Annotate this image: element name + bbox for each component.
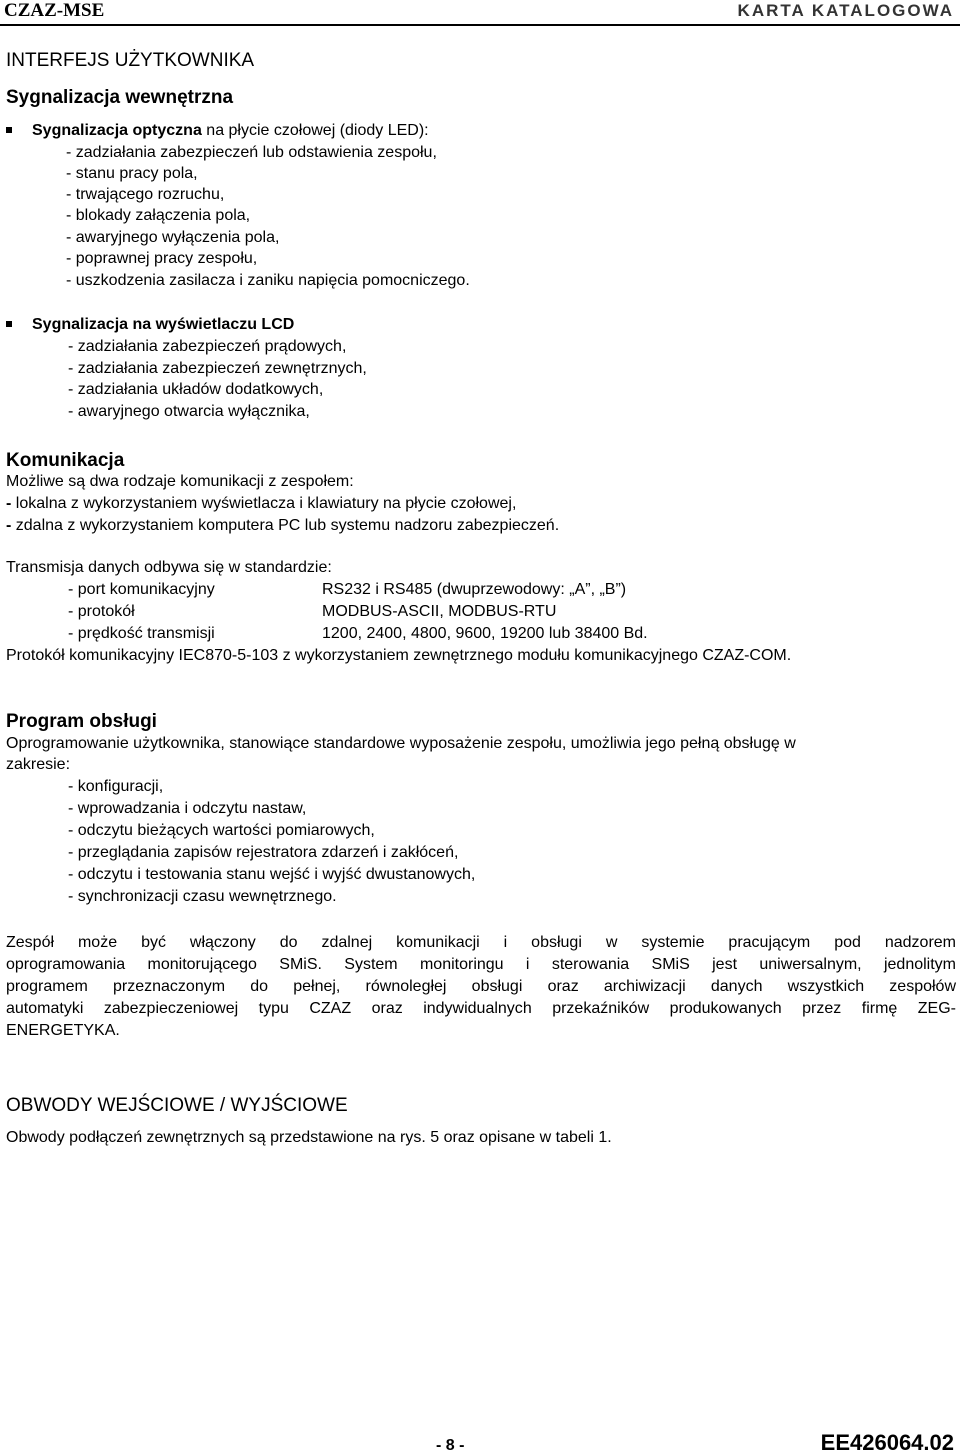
square-bullet-icon — [6, 127, 12, 133]
lcd-signaling-title: Sygnalizacja na wyświetlaczu LCD — [32, 316, 295, 333]
section-title-program: Program obsługi — [6, 711, 157, 732]
section-title-interface: INTERFEJS UŻYTKOWNIKA — [6, 50, 255, 71]
paragraph-line: programem przeznaczonym do pełnej, równoległej obsługi oraz archiwizacji danych wszystkich zespołów — [6, 978, 956, 995]
header-divider — [0, 24, 960, 26]
list-item: - awaryjnego wyłączenia pola, — [66, 229, 280, 246]
spec-value: MODBUS-ASCII, MODBUS-RTU — [322, 603, 557, 620]
program-intro-line: Oprogramowanie użytkownika, stanowiące standardowe wyposażenie zespołu, umożliwia jego pełną obsługę w — [6, 735, 796, 752]
optical-signaling-desc: na płycie czołowej (diody LED): — [201, 122, 429, 139]
optical-signaling-title: Sygnalizacja optyczna — [32, 122, 202, 139]
document-code: EE426064.02 — [820, 1430, 954, 1455]
list-item: - trwającego rozruchu, — [66, 186, 225, 203]
optical-signaling-lead — [32, 121, 429, 141]
paragraph-line: Zespół może być włączony do zdalnej komunikacji i obsługi w systemie pracującym pod nadzorem — [6, 934, 956, 951]
list-item-text: lokalna z wykorzystaniem wyświetlacza i klawiatury na płycie czołowej, — [15, 495, 517, 512]
list-item: - zadziałania układów dodatkowych, — [68, 381, 324, 398]
list-dash: - — [6, 517, 16, 534]
list-item: - zadziałania zabezpieczeń zewnętrznych, — [68, 360, 367, 377]
communication-intro: Możliwe są dwa rodzaje komunikacji z zespołem: — [6, 473, 354, 490]
list-item: - odczytu i testowania stanu wejść i wyjść dwustanowych, — [68, 866, 476, 883]
section-title-communication: Komunikacja — [6, 450, 125, 471]
square-bullet-icon — [6, 321, 12, 327]
list-item: - awaryjnego otwarcia wyłącznika, — [68, 403, 310, 420]
list-item: - przeglądania zapisów rejestratora zdarzeń i zakłóceń, — [68, 844, 459, 861]
smis-paragraph — [6, 932, 956, 1042]
list-item: - odczytu bieżących wartości pomiarowych, — [68, 822, 375, 839]
list-item: - stanu pracy pola, — [66, 165, 198, 182]
list-item: - blokady załączenia pola, — [66, 207, 251, 224]
list-item: - synchronizacji czasu wewnętrznego. — [68, 888, 337, 905]
header-product-name: CZAZ-MSE — [4, 0, 105, 21]
io-description: Obwody podłączeń zewnętrznych są przedstawione na rys. 5 oraz opisane w tabeli 1. — [6, 1129, 612, 1146]
list-item: - poprawnej pracy zespołu, — [66, 250, 258, 267]
spec-label: - port komunikacyjny — [68, 581, 215, 598]
paragraph-line: automatyki zabezpieczeniowej typu CZAZ oraz indywidualnych przekaźników produkowanych przez firmę ZEG- — [6, 1000, 956, 1017]
list-dash: - — [6, 495, 16, 512]
list-item: - zadziałania zabezpieczeń prądowych, — [68, 338, 347, 355]
list-item: - konfiguracji, — [68, 778, 164, 795]
page-number: - 8 - — [436, 1437, 465, 1454]
list-item: - uszkodzenia zasilacza i zaniku napięcia pomocniczego. — [66, 272, 470, 289]
paragraph-line: oprogramowania monitorującego SMiS. System monitoringu i sterowania SMiS jest uniwersalnym, jednolitym — [6, 956, 956, 973]
list-item — [6, 494, 516, 514]
list-item — [6, 516, 559, 536]
subsection-title-internal-signaling: Sygnalizacja wewnętrzna — [6, 87, 234, 108]
list-item: - zadziałania zabezpieczeń lub odstawienia zespołu, — [66, 144, 437, 161]
spec-label: - prędkość transmisji — [68, 625, 215, 642]
transmission-intro: Transmisja danych odbywa się w standardzie: — [6, 559, 332, 576]
protocol-note: Protokół komunikacyjny IEC870-5-103 z wykorzystaniem zewnętrznego modułu komunikacyjnego CZAZ-COM. — [6, 647, 792, 664]
paragraph-line: ENERGETYKA. — [6, 1022, 120, 1039]
spec-value: RS232 i RS485 (dwuprzewodowy: „A”, „B”) — [322, 581, 627, 598]
spec-label: - protokół — [68, 603, 135, 620]
program-intro-line: zakresie: — [6, 756, 71, 773]
list-item-text: zdalna z wykorzystaniem komputera PC lub systemu nadzoru zabezpieczeń. — [15, 517, 560, 534]
header-document-type: KARTA KATALOGOWA — [737, 1, 954, 20]
spec-value: 1200, 2400, 4800, 9600, 19200 lub 38400 Bd. — [322, 625, 648, 642]
section-title-io: OBWODY WEJŚCIOWE / WYJŚCIOWE — [6, 1095, 348, 1116]
list-item: - wprowadzania i odczytu nastaw, — [68, 800, 307, 817]
